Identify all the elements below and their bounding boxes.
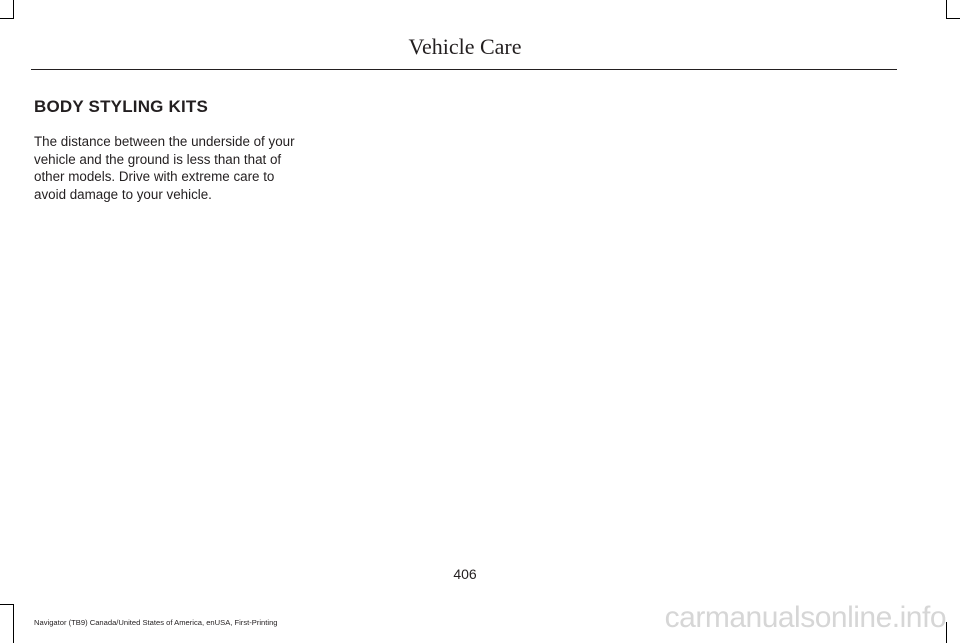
crop-mark-top-right <box>946 0 947 19</box>
crop-mark-top-left <box>0 18 14 19</box>
running-header-title: Vehicle Care <box>408 34 522 59</box>
section-body-text: The distance between the underside of your vehicle and the ground is less than that of other models. Drive with extreme care to avoid damage to your vehicle. <box>34 134 295 202</box>
crop-mark-bottom-right <box>946 622 947 643</box>
site-watermark: carmanualsonline.info <box>664 601 946 634</box>
section-heading: BODY STYLING KITS <box>34 97 209 116</box>
page-number: 406 <box>453 566 477 582</box>
crop-mark-top-left <box>13 0 14 19</box>
header-divider <box>31 69 897 70</box>
edition-footer: Navigator (TB9) Canada/United States of America, enUSA, First-Printing <box>34 618 278 627</box>
crop-mark-bottom-left <box>0 604 14 605</box>
crop-mark-top-right <box>946 18 960 19</box>
crop-mark-bottom-left <box>13 604 14 643</box>
